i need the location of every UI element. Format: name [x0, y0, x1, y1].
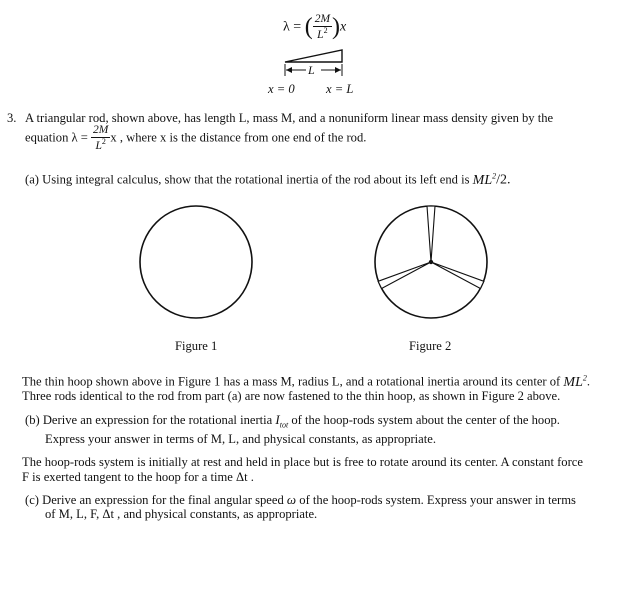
figure2-caption: Figure 2 [409, 339, 452, 353]
intro-fraction [91, 125, 110, 152]
question-intro-line1: A triangular rod, shown above, has length L, mass M, and a nonuniform linear mass density given by the [25, 111, 554, 125]
header-denominator: L [317, 28, 324, 41]
hoop-description-line2: Three rods identical to the rod from part (a) are now fastened to the thin hoop, as shown in Figure 2 above. [22, 389, 561, 403]
header-variable: x [340, 19, 347, 35]
part-a-expression: $ML^2$ [472, 171, 497, 188]
part-b-line2: Express your answer in terms of M, L, and physical constants, as appropriate. [45, 432, 437, 446]
part-a [25, 171, 511, 189]
triangular-rod [285, 50, 342, 62]
figure1-hoop [140, 206, 252, 318]
intro-lambda: λ = [71, 130, 88, 145]
intro-denominator: L [95, 139, 102, 152]
system-description-line1: The hoop-rods system is initially at rest and held in place but is free to rotate around its center. A constant force [22, 455, 583, 469]
figure2-hoop-rods [375, 206, 487, 318]
part-c-line2: of M, L, F, Δt , and physical constants, as appropriate. [45, 507, 318, 521]
intro-equation-word: equation [25, 130, 69, 145]
question-intro-line2 [25, 125, 366, 152]
rod-right-end-label: x = L [326, 82, 354, 96]
rod-left-end-label: x = 0 [268, 82, 295, 96]
header-numerator: 2M [314, 13, 331, 26]
part-b-subscript: tot [279, 420, 289, 430]
hoop-description-line1: The thin hoop shown above in Figure 1 has a mass M, radius L, and a rotational inertia around its center of $ML^2$. [22, 373, 591, 390]
rod-length-label: L [308, 63, 315, 77]
intro-denominator-exp: 2 [101, 136, 106, 146]
part-c-symbol: ω [286, 492, 297, 507]
hoop-inertia-expression: $ML^2$ [563, 373, 587, 390]
header-right-paren: ) [332, 14, 341, 40]
part-b-symbol: I [275, 412, 280, 427]
figure1-caption: Figure 1 [175, 339, 218, 353]
part-b-line1: (b) Derive an expression for the rotational inertia $I_{tot}$ of the hoop-rods system about the center of the hoop. [25, 412, 560, 430]
figure2-rod-top [427, 206, 435, 262]
figure2-rod-left [378, 262, 431, 289]
header-equals: = [293, 19, 302, 35]
intro-numerator: 2M [93, 124, 109, 136]
figure2-center-pivot [429, 260, 433, 264]
part-c-line1: (c) Derive an expression for the final angular speed ω of the hoop-rods system. Express your answer in terms [25, 492, 576, 507]
figure2-rod-right [431, 262, 484, 289]
header-denominator-exp: 2 [323, 25, 328, 35]
intro-line2-suffix: x , where x is the distance from one end of the rod. [110, 130, 367, 145]
header-left-paren: ( [304, 14, 313, 40]
part-a-text: (a) Using integral calculus, show that the rotational inertia of the rod about its left end is [25, 172, 470, 187]
part-a-expression-tail: /2. [496, 172, 511, 188]
system-description-line2: F is exerted tangent to the hoop for a time Δt . [22, 470, 254, 484]
header-lambda: λ [283, 19, 290, 35]
question-number: 3. [7, 111, 17, 125]
